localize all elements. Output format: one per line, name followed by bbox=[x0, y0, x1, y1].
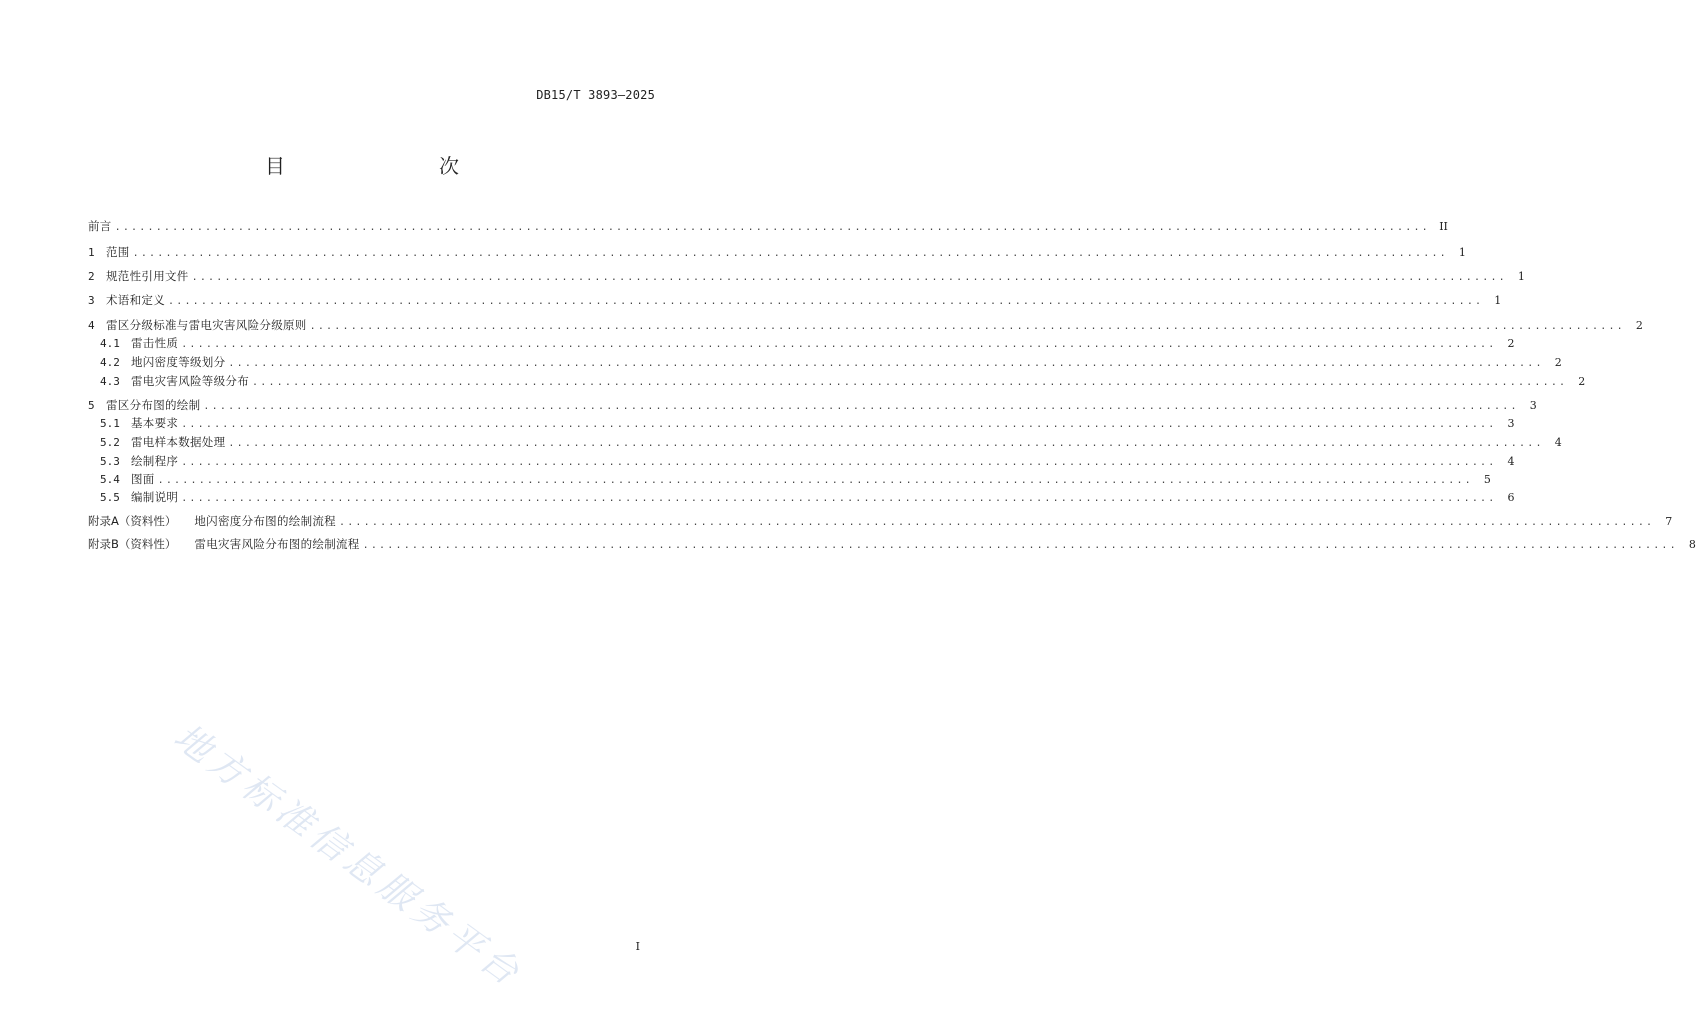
page-number: I bbox=[635, 940, 640, 953]
page-title: 目 次 bbox=[265, 154, 497, 178]
toc-entry-number: 1 bbox=[88, 246, 95, 259]
toc-entry-page: 3 bbox=[1529, 399, 1537, 412]
toc-entry-label: 图面 bbox=[131, 472, 155, 486]
toc-entry-number: 5.4 bbox=[100, 473, 120, 486]
toc-leader-dots: ................................................................................................................................................................ bbox=[338, 517, 1655, 528]
standard-code: DB15/T 3893—2025 bbox=[536, 88, 655, 102]
toc-entry-number: 附录B（资料性） bbox=[88, 537, 177, 551]
toc-entry-page: 3 bbox=[1507, 417, 1515, 430]
toc-entry-number: 5.2 bbox=[100, 436, 120, 449]
toc-entry[interactable] bbox=[100, 488, 1515, 506]
toc-leader-dots: ................................................................................................................................................................ bbox=[228, 438, 1544, 449]
toc-entry[interactable] bbox=[88, 243, 1466, 261]
toc-entry-label: 雷区分布图的绘制 bbox=[106, 398, 201, 412]
toc-entry-label: 前言 bbox=[88, 219, 112, 233]
toc-entry-page: 2 bbox=[1507, 337, 1515, 350]
toc-leader-dots: ................................................................................................................................................................ bbox=[181, 457, 1497, 468]
toc-entry-page: 2 bbox=[1554, 356, 1562, 369]
toc-entry-number: 5.5 bbox=[100, 491, 120, 504]
toc-entry[interactable] bbox=[100, 334, 1515, 352]
toc-entry[interactable] bbox=[100, 433, 1562, 451]
toc-leader-dots: ................................................................................................................................................................ bbox=[181, 493, 1497, 504]
toc-entry[interactable] bbox=[100, 353, 1562, 371]
toc-entry-label: 地闪密度等级划分 bbox=[131, 355, 226, 369]
toc-leader-dots: ................................................................................................................................................................ bbox=[228, 358, 1544, 369]
toc-entry-number: 5.1 bbox=[100, 417, 120, 430]
toc-entry[interactable] bbox=[88, 512, 1673, 530]
toc-entry-number: 4 bbox=[88, 319, 95, 332]
watermark: 地方标准信息服务平台 bbox=[166, 716, 531, 997]
toc-entry-page: II bbox=[1439, 220, 1448, 233]
toc-entry[interactable] bbox=[100, 414, 1515, 432]
toc-leader-dots: ................................................................................................................................................................ bbox=[132, 248, 1448, 259]
toc-entry[interactable] bbox=[88, 217, 1448, 235]
toc-entry-label: 术语和定义 bbox=[106, 293, 165, 307]
toc-entry-page: 1 bbox=[1494, 294, 1502, 307]
toc-entry-page: 2 bbox=[1635, 319, 1643, 332]
toc-leader-dots: ................................................................................................................................................................ bbox=[309, 321, 1625, 332]
toc-entry-label: 绘制程序 bbox=[131, 454, 179, 468]
toc-entry-number: 5 bbox=[88, 399, 95, 412]
toc-entry-number: 3 bbox=[88, 294, 95, 307]
toc-leader-dots: ................................................................................................................................................................ bbox=[168, 296, 1484, 307]
toc-entry[interactable] bbox=[100, 372, 1586, 390]
toc-entry[interactable] bbox=[88, 535, 1696, 553]
toc-entry-page: 4 bbox=[1507, 455, 1515, 468]
toc-entry-label: 规范性引用文件 bbox=[106, 269, 189, 283]
toc-entry-number: 4.3 bbox=[100, 375, 120, 388]
toc-entry-number: 2 bbox=[88, 270, 95, 283]
toc-entry-page: 6 bbox=[1507, 491, 1515, 504]
toc-entry-number: 4.2 bbox=[100, 356, 120, 369]
toc-entry-label: 基本要求 bbox=[131, 416, 179, 430]
toc-leader-dots: ................................................................................................................................................................ bbox=[114, 222, 1430, 233]
toc-entry-label: 雷区分级标准与雷电灾害风险分级原则 bbox=[106, 318, 307, 332]
toc-entry-label: 编制说明 bbox=[131, 490, 179, 504]
toc-leader-dots: ................................................................................................................................................................ bbox=[181, 339, 1497, 350]
toc-leader-dots: ................................................................................................................................................................ bbox=[181, 419, 1497, 430]
toc-entry[interactable] bbox=[100, 470, 1491, 488]
toc-entry-page: 1 bbox=[1517, 270, 1525, 283]
toc-entry-label: 地闪密度分布图的绘制流程 bbox=[194, 514, 336, 528]
toc-entry-page: 7 bbox=[1665, 515, 1673, 528]
toc-entry-page: 4 bbox=[1554, 436, 1562, 449]
toc-entry-label: 雷电灾害风险等级分布 bbox=[131, 374, 249, 388]
toc-leader-dots: ................................................................................................................................................................ bbox=[252, 377, 1568, 388]
toc-entry[interactable] bbox=[88, 291, 1502, 309]
toc-entry[interactable] bbox=[88, 316, 1643, 334]
toc-entry-label: 雷电样本数据处理 bbox=[131, 435, 226, 449]
toc-entry-page: 8 bbox=[1688, 538, 1696, 551]
toc-entry[interactable] bbox=[88, 396, 1537, 414]
toc-entry-label: 雷击性质 bbox=[131, 336, 179, 350]
toc-entry-page: 5 bbox=[1483, 473, 1491, 486]
toc-leader-dots: ................................................................................................................................................................ bbox=[191, 272, 1507, 283]
toc-entry-number: 4.1 bbox=[100, 337, 120, 350]
toc-entry[interactable] bbox=[88, 267, 1525, 285]
toc-leader-dots: ................................................................................................................................................................ bbox=[157, 475, 1473, 486]
toc-entry-number: 附录A（资料性） bbox=[88, 514, 177, 528]
toc-entry[interactable] bbox=[100, 452, 1515, 470]
toc-entry-label: 范围 bbox=[106, 245, 130, 259]
toc-leader-dots: ................................................................................................................................................................ bbox=[203, 401, 1519, 412]
toc-entry-label: 雷电灾害风险分布图的绘制流程 bbox=[194, 537, 360, 551]
toc-entry-page: 1 bbox=[1458, 246, 1466, 259]
toc-entry-page: 2 bbox=[1578, 375, 1586, 388]
toc-entry-number: 5.3 bbox=[100, 455, 120, 468]
toc-leader-dots: ................................................................................................................................................................ bbox=[362, 540, 1678, 551]
